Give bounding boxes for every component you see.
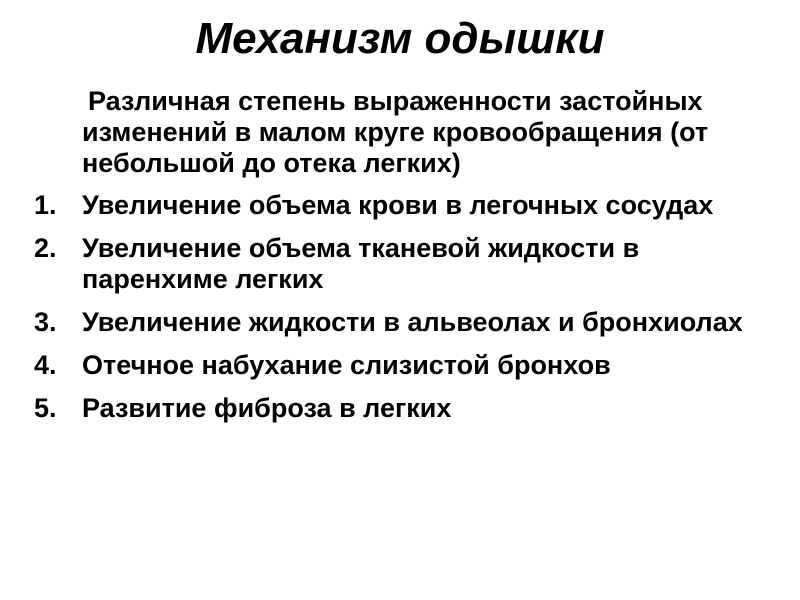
list-item-text: Развитие фиброза в легких	[82, 393, 452, 423]
intro-paragraph: Различная степень выраженности застойных изменений в малом круге кровообращения (от небольшой до отека легких)	[82, 86, 709, 178]
numbered-list	[34, 190, 774, 424]
list-item-number: 1.	[34, 190, 57, 220]
slide-content	[34, 86, 774, 436]
list-item-text: Увеличение жидкости в альвеолах и бронхиолах	[82, 307, 743, 337]
list-item-number: 4.	[34, 350, 57, 380]
list-item	[34, 393, 774, 424]
slide-title: Механизм одышки	[195, 14, 605, 63]
list-item-text: Отечное набухание слизистой бронхов	[82, 350, 611, 380]
list-item	[34, 350, 774, 381]
list-item-text: Увеличение объема тканевой жидкости в паренхиме легких	[82, 233, 640, 294]
list-item	[34, 190, 774, 221]
list-item-number: 3.	[34, 307, 57, 337]
list-item-text: Увеличение объема крови в легочных сосудах	[82, 190, 714, 220]
list-item	[34, 233, 774, 295]
list-item	[34, 307, 774, 338]
list-item-number: 5.	[34, 393, 57, 423]
list-item-number: 2.	[34, 233, 57, 263]
